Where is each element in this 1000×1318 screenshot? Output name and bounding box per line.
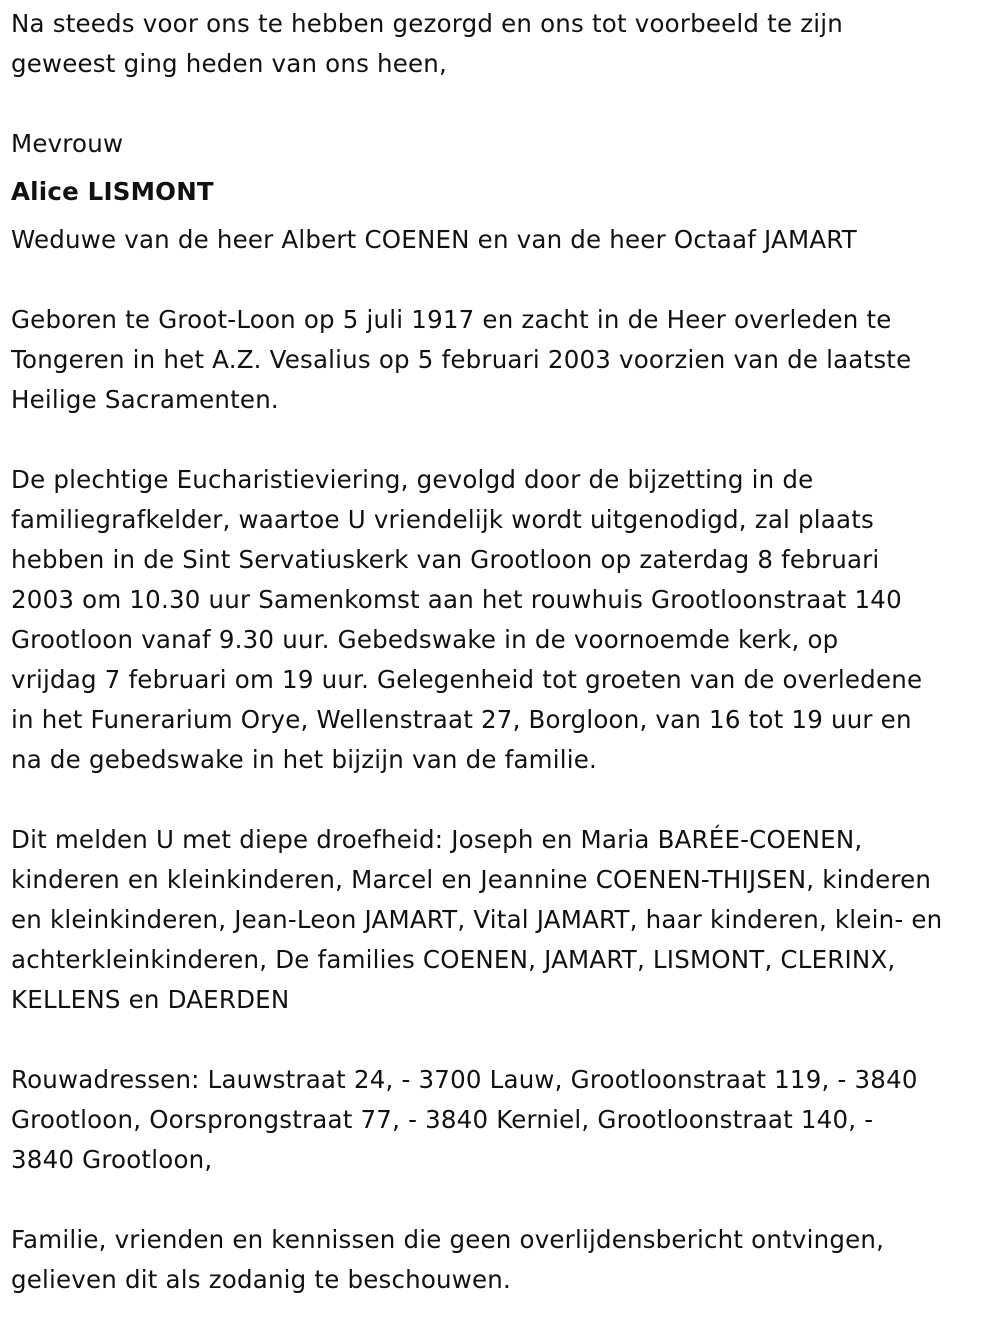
spacer <box>11 84 996 124</box>
widow-of-text: Weduwe van de heer Albert COENEN en van de heer Octaaf JAMART <box>11 225 857 254</box>
birth-death-text: Geboren te Groot-Loon op 5 juli 1917 en zacht in de Heer overleden te Tongeren in het A.Z. Vesalius op 5 februari 2003 voorzien van de laatste Heilige Sacramenten. <box>11 305 912 414</box>
spacer <box>11 164 996 172</box>
closing-text: Familie, vrienden en kennissen die geen overlijdensbericht ontvingen, gelieven dit als zodanig te beschouwen. <box>11 1225 885 1294</box>
addresses-text: Rouwadressen: Lauwstraat 24, - 3700 Lauw, Grootloonstraat 119, - 3840 Grootloon, Oorsprongstraat 77, - 3840 Kerniel, Grootloonstraat 140, - 3840 Grootloon, <box>11 1065 918 1174</box>
death-notice <box>11 4 996 1300</box>
spacer <box>11 260 996 300</box>
spacer <box>11 1180 996 1220</box>
spacer <box>11 780 996 820</box>
spacer <box>11 420 996 460</box>
spacer <box>11 1020 996 1060</box>
announced-by-text: Dit melden U met diepe droefheid: Joseph en Maria BARÉE-COENEN, kinderen en kleinkinderen, Marcel en Jeannine COENEN-THIJSEN, kinderen en kleinkinderen, Jean-Leon JAMART, Vital JAMART, haar kinderen, klein- en achterkleinkinderen, De families COENEN, JAMART, LISMONT, CLERINX, KELLENS en DAERDEN <box>11 825 943 1014</box>
intro-text: Na steeds voor ons te hebben gezorgd en ons tot voorbeeld te zijn geweest ging heden van ons heen, <box>11 9 844 78</box>
deceased-name: Alice LISMONT <box>11 177 214 206</box>
spacer <box>11 212 996 220</box>
salutation: Mevrouw <box>11 129 124 158</box>
ceremony-text: De plechtige Eucharistieviering, gevolgd door de bijzetting in de familiegrafkelder, waartoe U vriendelijk wordt uitgenodigd, zal plaats hebben in de Sint Servatiuskerk van Grootloon op zaterdag 8 februari 2003 om 10.30 uur Samenkomst aan het rouwhuis Grootloonstraat 140 Grootloon vanaf 9.30 uur. Gebedswake in de voornoemde kerk, op vrijdag 7 februari om 19 uur. Gelegenheid tot groeten van de overledene in het Funerarium Orye, Wellenstraat 27, Borgloon, van 16 tot 19 uur en na de gebedswake in het bijzijn van de familie. <box>11 465 923 774</box>
